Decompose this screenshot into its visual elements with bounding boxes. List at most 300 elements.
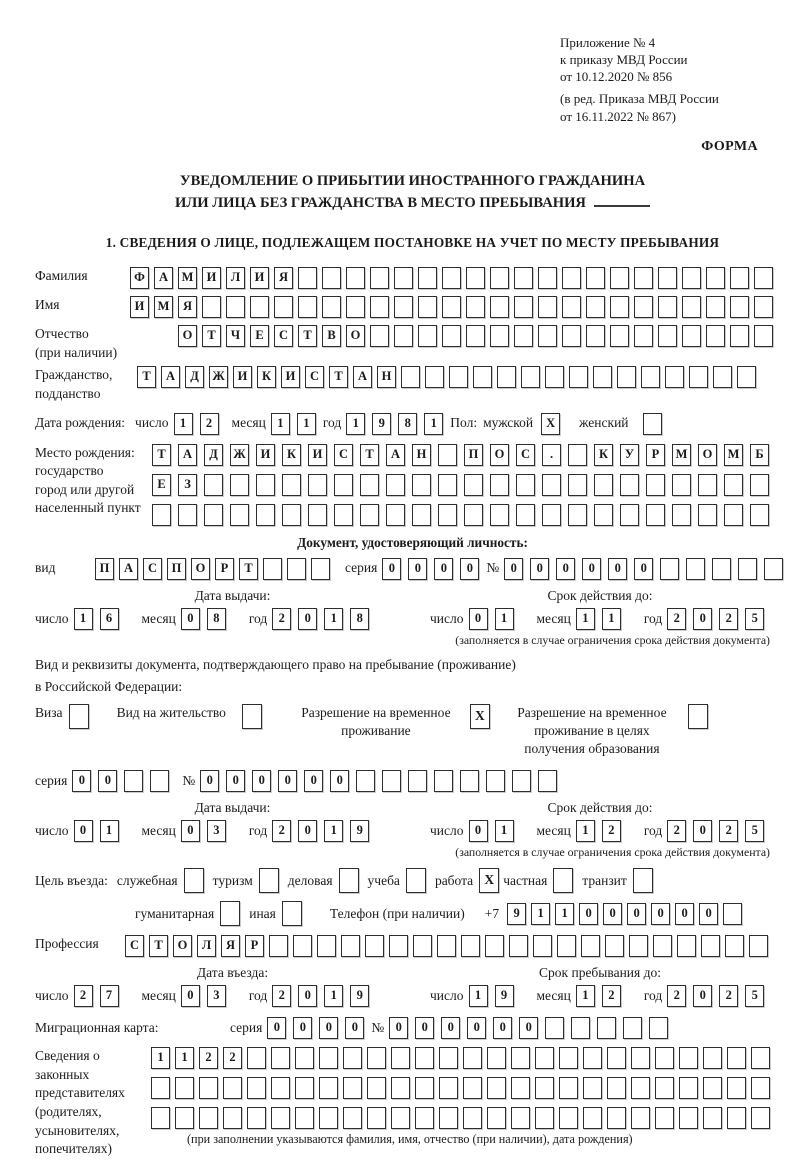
char-cell [631, 1047, 650, 1069]
form-title-line-2-text: ИЛИ ЛИЦА БЕЗ ГРАЖДАНСТВА В МЕСТО ПРЕБЫВАНИЯ [175, 195, 586, 212]
char-cell: Р [646, 444, 665, 466]
purpose-official [117, 868, 204, 893]
name-label: Имя [35, 297, 60, 312]
permit-expiry-year-cells [667, 820, 771, 842]
profession-row [35, 935, 790, 957]
char-cell: И [308, 444, 327, 466]
purpose-work-checkbox [479, 868, 499, 893]
char-cell: 0 [603, 903, 622, 925]
char-cell [559, 1107, 578, 1129]
purpose-official-checkbox [184, 868, 204, 893]
entry-month-cells [181, 985, 233, 1007]
char-cell [593, 366, 612, 388]
identity-expiry-col [430, 588, 770, 630]
char-cell [724, 504, 743, 526]
birth-place-cells-row1 [152, 444, 776, 466]
char-cell [394, 267, 413, 289]
char-cell: 1 [555, 903, 574, 925]
migration-series-cells [267, 1017, 371, 1039]
sex-label: Пол: [450, 415, 478, 431]
char-cell [607, 1047, 626, 1069]
char-cell [370, 325, 389, 347]
day-label: число [430, 610, 464, 626]
permit-issue-month-cells [181, 820, 233, 842]
char-cell: Я [274, 267, 293, 289]
char-cell [751, 1077, 770, 1099]
char-cell: . [542, 444, 561, 466]
char-cell [473, 366, 492, 388]
char-cell [418, 296, 437, 318]
char-cell: 2 [667, 608, 686, 630]
day-label: число [430, 823, 464, 839]
purpose-private-label: частная [503, 872, 548, 888]
char-cell: 2 [272, 608, 291, 630]
sex-female-label: женский [579, 415, 629, 431]
char-cell [594, 504, 613, 526]
year-label: год [248, 610, 268, 626]
char-cell: 0 [693, 820, 712, 842]
char-cell [594, 474, 613, 496]
char-cell [334, 474, 353, 496]
char-cell: 0 [434, 558, 453, 580]
char-cell [557, 935, 576, 957]
char-cell [367, 1077, 386, 1099]
char-cell [553, 868, 573, 893]
representatives-cells-row2 [151, 1077, 775, 1099]
char-cell: 1 [324, 820, 343, 842]
char-cell [677, 935, 696, 957]
char-cell [634, 267, 653, 289]
char-cell [490, 296, 509, 318]
char-cell: О [346, 325, 365, 347]
char-cell: Е [152, 474, 171, 496]
char-cell [660, 558, 679, 580]
purpose-transit-checkbox [633, 868, 653, 893]
char-cell [682, 296, 701, 318]
char-cell [226, 296, 245, 318]
char-cell [408, 770, 427, 792]
char-cell [633, 868, 653, 893]
char-cell: 0 [460, 558, 479, 580]
char-cell: 1 [469, 985, 488, 1007]
char-cell [367, 1047, 386, 1069]
representatives-cells-block [133, 1047, 775, 1148]
char-cell: 1 [576, 820, 595, 842]
char-cell [204, 474, 223, 496]
char-cell: 0 [200, 770, 219, 792]
char-cell [649, 1017, 668, 1039]
char-cell [449, 366, 468, 388]
char-cell: И [130, 296, 149, 318]
char-cell [730, 325, 749, 347]
char-cell: 0 [608, 558, 627, 580]
char-cell [559, 1047, 578, 1069]
phone-label: Телефон (при наличии) [329, 905, 465, 921]
char-cell [202, 296, 221, 318]
char-cell [487, 1077, 506, 1099]
char-cell [346, 296, 365, 318]
char-cell: К [282, 444, 301, 466]
char-cell [737, 366, 756, 388]
char-cell: 2 [719, 820, 738, 842]
sex-male-label: мужской [483, 415, 534, 431]
char-cell: 5 [745, 820, 764, 842]
visit-purpose-row [35, 868, 790, 893]
stay-until-line [430, 985, 770, 1007]
char-cell [178, 504, 197, 526]
char-cell [295, 1107, 314, 1129]
stay-year-cells [667, 985, 771, 1007]
char-cell [749, 935, 768, 957]
char-cell: А [386, 444, 405, 466]
permit-dates-row [35, 800, 790, 842]
char-cell [511, 1077, 530, 1099]
permit-intro-line2: в Российской Федерации: [35, 678, 183, 694]
char-cell [487, 1047, 506, 1069]
char-cell: 1 [531, 903, 550, 925]
char-cell [463, 1047, 482, 1069]
char-cell [274, 296, 293, 318]
char-cell [727, 1107, 746, 1129]
migration-card-label: Миграционная карта: [35, 1019, 159, 1035]
citizenship-label-line2: подданство [35, 385, 101, 401]
identity-series-label: серия [345, 560, 378, 576]
permit-series-label: серия [35, 772, 68, 788]
char-cell [124, 770, 143, 792]
char-cell: 0 [408, 558, 427, 580]
char-cell: А [119, 558, 138, 580]
month-label: месяц [141, 988, 176, 1004]
char-cell [703, 1077, 722, 1099]
birth-place-label-line3: город или другой [35, 481, 135, 497]
char-cell [415, 1107, 434, 1129]
char-cell [418, 267, 437, 289]
char-cell [282, 474, 301, 496]
char-cell: С [305, 366, 324, 388]
char-cell [607, 1107, 626, 1129]
char-cell [69, 704, 89, 729]
char-cell [295, 1077, 314, 1099]
char-cell [586, 296, 605, 318]
char-cell [490, 504, 509, 526]
char-cell [679, 1047, 698, 1069]
char-cell [688, 704, 708, 729]
char-cell: 0 [634, 558, 653, 580]
char-cell [437, 935, 456, 957]
char-cell [319, 1077, 338, 1099]
char-cell [631, 1107, 650, 1129]
char-cell [686, 558, 705, 580]
char-cell: 0 [693, 608, 712, 630]
char-cell [764, 558, 783, 580]
char-cell: М [154, 296, 173, 318]
char-cell [269, 935, 288, 957]
char-cell: 0 [98, 770, 117, 792]
char-cell [415, 1077, 434, 1099]
char-cell [389, 935, 408, 957]
migration-number-label: № [371, 1019, 385, 1035]
char-cell: З [178, 474, 197, 496]
char-cell [610, 325, 629, 347]
identity-kind-label: вид [35, 560, 56, 576]
char-cell [658, 296, 677, 318]
purpose-other [249, 901, 302, 926]
char-cell [438, 504, 457, 526]
char-cell [382, 770, 401, 792]
char-cell [750, 474, 769, 496]
char-cell: 0 [519, 1017, 538, 1039]
char-cell [754, 267, 773, 289]
visa-checkbox [69, 704, 89, 729]
purpose-private [503, 868, 573, 893]
char-cell: И [233, 366, 252, 388]
char-cell: 1 [424, 413, 443, 435]
birth-place-label [35, 444, 152, 519]
purpose-humanitarian [135, 901, 240, 926]
char-cell [343, 1077, 362, 1099]
purpose-work-label: работа [434, 872, 474, 888]
char-cell [545, 1017, 564, 1039]
char-cell [308, 474, 327, 496]
char-cell [706, 296, 725, 318]
char-cell: Ж [230, 444, 249, 466]
identity-dates-row [35, 588, 790, 630]
char-cell [538, 770, 557, 792]
representatives-label-line2: законных [35, 1066, 90, 1082]
migration-number-cells [389, 1017, 675, 1039]
char-cell [713, 366, 732, 388]
birth-date-row [35, 413, 790, 435]
char-cell [597, 1017, 616, 1039]
day-label: число [35, 988, 69, 1004]
char-cell: С [274, 325, 293, 347]
form-title-line-1: УВЕДОМЛЕНИЕ О ПРИБЫТИИ ИНОСТРАННОГО ГРАЖДАНИНА [179, 172, 646, 189]
char-cell [509, 935, 528, 957]
char-cell [738, 558, 757, 580]
permit-expiry-day-cells [469, 820, 521, 842]
char-cell [466, 325, 485, 347]
birth-month-cells [271, 413, 323, 435]
char-cell: И [281, 366, 300, 388]
char-cell [658, 325, 677, 347]
appendix-block [560, 34, 790, 125]
char-cell: 0 [504, 558, 523, 580]
char-cell [569, 366, 588, 388]
char-cell [298, 296, 317, 318]
identity-issue-month-cells [181, 608, 233, 630]
appendix-line-4: (в ред. Приказа МВД России [560, 91, 719, 107]
char-cell [538, 296, 557, 318]
char-cell: 0 [699, 903, 718, 925]
permit-expiry-heading: Срок действия до: [547, 800, 653, 816]
visit-purpose-label: Цель въезда: [35, 872, 108, 888]
char-cell: Н [412, 444, 431, 466]
identity-number-cells [504, 558, 790, 580]
char-cell [586, 325, 605, 347]
char-cell [406, 868, 426, 893]
char-cell: 2 [602, 985, 621, 1007]
char-cell: Н [377, 366, 396, 388]
char-cell [583, 1107, 602, 1129]
char-cell [559, 1077, 578, 1099]
char-cell: Л [226, 267, 245, 289]
permit-type-row [35, 704, 790, 759]
purpose-tourism-label: туризм [212, 872, 253, 888]
char-cell [461, 935, 480, 957]
identity-expiry-year-cells [667, 608, 771, 630]
char-cell [545, 366, 564, 388]
char-cell [698, 504, 717, 526]
char-cell: 2 [74, 985, 93, 1007]
char-cell [360, 474, 379, 496]
char-cell: 1 [74, 608, 93, 630]
appendix-line-1: Приложение № 4 [560, 35, 656, 50]
char-cell [542, 474, 561, 496]
char-cell [271, 1077, 290, 1099]
char-cell: Т [329, 366, 348, 388]
char-cell: М [178, 267, 197, 289]
month-label: месяц [141, 823, 176, 839]
char-cell: 9 [350, 985, 369, 1007]
char-cell [514, 296, 533, 318]
rvp-checkbox [470, 704, 490, 729]
char-cell: 9 [495, 985, 514, 1007]
char-cell: С [143, 558, 162, 580]
entry-date-col [35, 965, 430, 1007]
char-cell [438, 444, 457, 466]
char-cell: 1 [495, 608, 514, 630]
char-cell [521, 366, 540, 388]
permit-issue-col [35, 800, 430, 842]
char-cell [263, 558, 282, 580]
birth-month-label: месяц [231, 415, 266, 431]
char-cell [175, 1077, 194, 1099]
month-label: месяц [536, 610, 571, 626]
char-cell [516, 504, 535, 526]
entry-dates-row [35, 965, 790, 1007]
char-cell: 1 [576, 608, 595, 630]
char-cell [370, 267, 389, 289]
phone-prefix: +7 [484, 905, 500, 921]
identity-expiry-day-cells [469, 608, 521, 630]
appendix-line-5: от 16.11.2022 № 867) [560, 108, 677, 124]
year-label: год [643, 988, 663, 1004]
char-cell [259, 868, 279, 893]
char-cell [295, 1047, 314, 1069]
char-cell [583, 1047, 602, 1069]
char-cell: П [167, 558, 186, 580]
representatives-label [35, 1047, 133, 1159]
char-cell: 0 [493, 1017, 512, 1039]
char-cell [682, 267, 701, 289]
purpose-private-checkbox [553, 868, 573, 893]
purpose-study-label: учеба [367, 872, 400, 888]
char-cell: О [178, 325, 197, 347]
representatives-cells-row1 [151, 1047, 775, 1069]
char-cell [535, 1077, 554, 1099]
char-cell: 1 [346, 413, 365, 435]
char-cell [581, 935, 600, 957]
char-cell: Т [152, 444, 171, 466]
identity-kind-row [35, 558, 790, 580]
purpose-study-checkbox [406, 868, 426, 893]
char-cell [150, 770, 169, 792]
permit-intro-line1: Вид и реквизиты документа, подтверждающего право на пребывание (проживание) [35, 656, 516, 672]
char-cell: К [594, 444, 613, 466]
char-cell: 1 [175, 1047, 194, 1069]
char-cell [617, 366, 636, 388]
char-cell [464, 474, 483, 496]
char-cell: Я [221, 935, 240, 957]
char-cell: Д [204, 444, 223, 466]
purpose-tourism-checkbox [259, 868, 279, 893]
char-cell: О [173, 935, 192, 957]
char-cell: 0 [382, 558, 401, 580]
char-cell [204, 504, 223, 526]
char-cell: О [191, 558, 210, 580]
appendix-line-3: от 10.12.2020 № 856 [560, 69, 673, 85]
forma-label: ФОРМА [701, 138, 758, 154]
char-cell: У [620, 444, 639, 466]
char-cell [386, 474, 405, 496]
month-label: месяц [141, 610, 176, 626]
phone-cells [507, 903, 747, 925]
char-cell [511, 1107, 530, 1129]
birth-place-label-line4: населенный пункт [35, 500, 141, 516]
char-cell [271, 1107, 290, 1129]
char-cell [434, 770, 453, 792]
char-cell [346, 267, 365, 289]
entry-year-cells [272, 985, 376, 1007]
char-cell: 3 [207, 820, 226, 842]
char-cell [607, 1077, 626, 1099]
char-cell [282, 901, 302, 926]
char-cell [230, 504, 249, 526]
char-cell: Т [360, 444, 379, 466]
char-cell [343, 1047, 362, 1069]
char-cell [460, 770, 479, 792]
stay-day-cells [469, 985, 521, 1007]
char-cell: 0 [278, 770, 297, 792]
birth-place-label-line2: государство [35, 463, 104, 479]
char-cell: Ч [226, 325, 245, 347]
permit-expiry-line [430, 820, 770, 842]
char-cell [412, 474, 431, 496]
year-label: год [248, 823, 268, 839]
char-cell: 0 [298, 820, 317, 842]
appendix-line-2: к приказу МВД России [560, 52, 688, 68]
char-cell: 0 [556, 558, 575, 580]
char-cell [535, 1107, 554, 1129]
char-cell [247, 1107, 266, 1129]
purpose-official-label: служебная [116, 872, 178, 888]
purpose-transit [582, 868, 653, 893]
char-cell [394, 296, 413, 318]
char-cell: 2 [223, 1047, 242, 1069]
char-cell [230, 474, 249, 496]
char-cell: 0 [72, 770, 91, 792]
char-cell [538, 325, 557, 347]
char-cell [487, 1107, 506, 1129]
char-cell [370, 296, 389, 318]
form-title-line-2 [35, 192, 790, 215]
section1-heading: 1. СВЕДЕНИЯ О ЛИЦЕ, ПОДЛЕЖАЩЕМ ПОСТАНОВКЕ НА УЧЕТ ПО МЕСТУ ПРЕБЫВАНИЯ [105, 235, 720, 250]
char-cell [490, 267, 509, 289]
char-cell: X [541, 413, 560, 435]
char-cell: А [178, 444, 197, 466]
visit-purpose-row-2 [35, 901, 790, 926]
char-cell: 0 [74, 820, 93, 842]
